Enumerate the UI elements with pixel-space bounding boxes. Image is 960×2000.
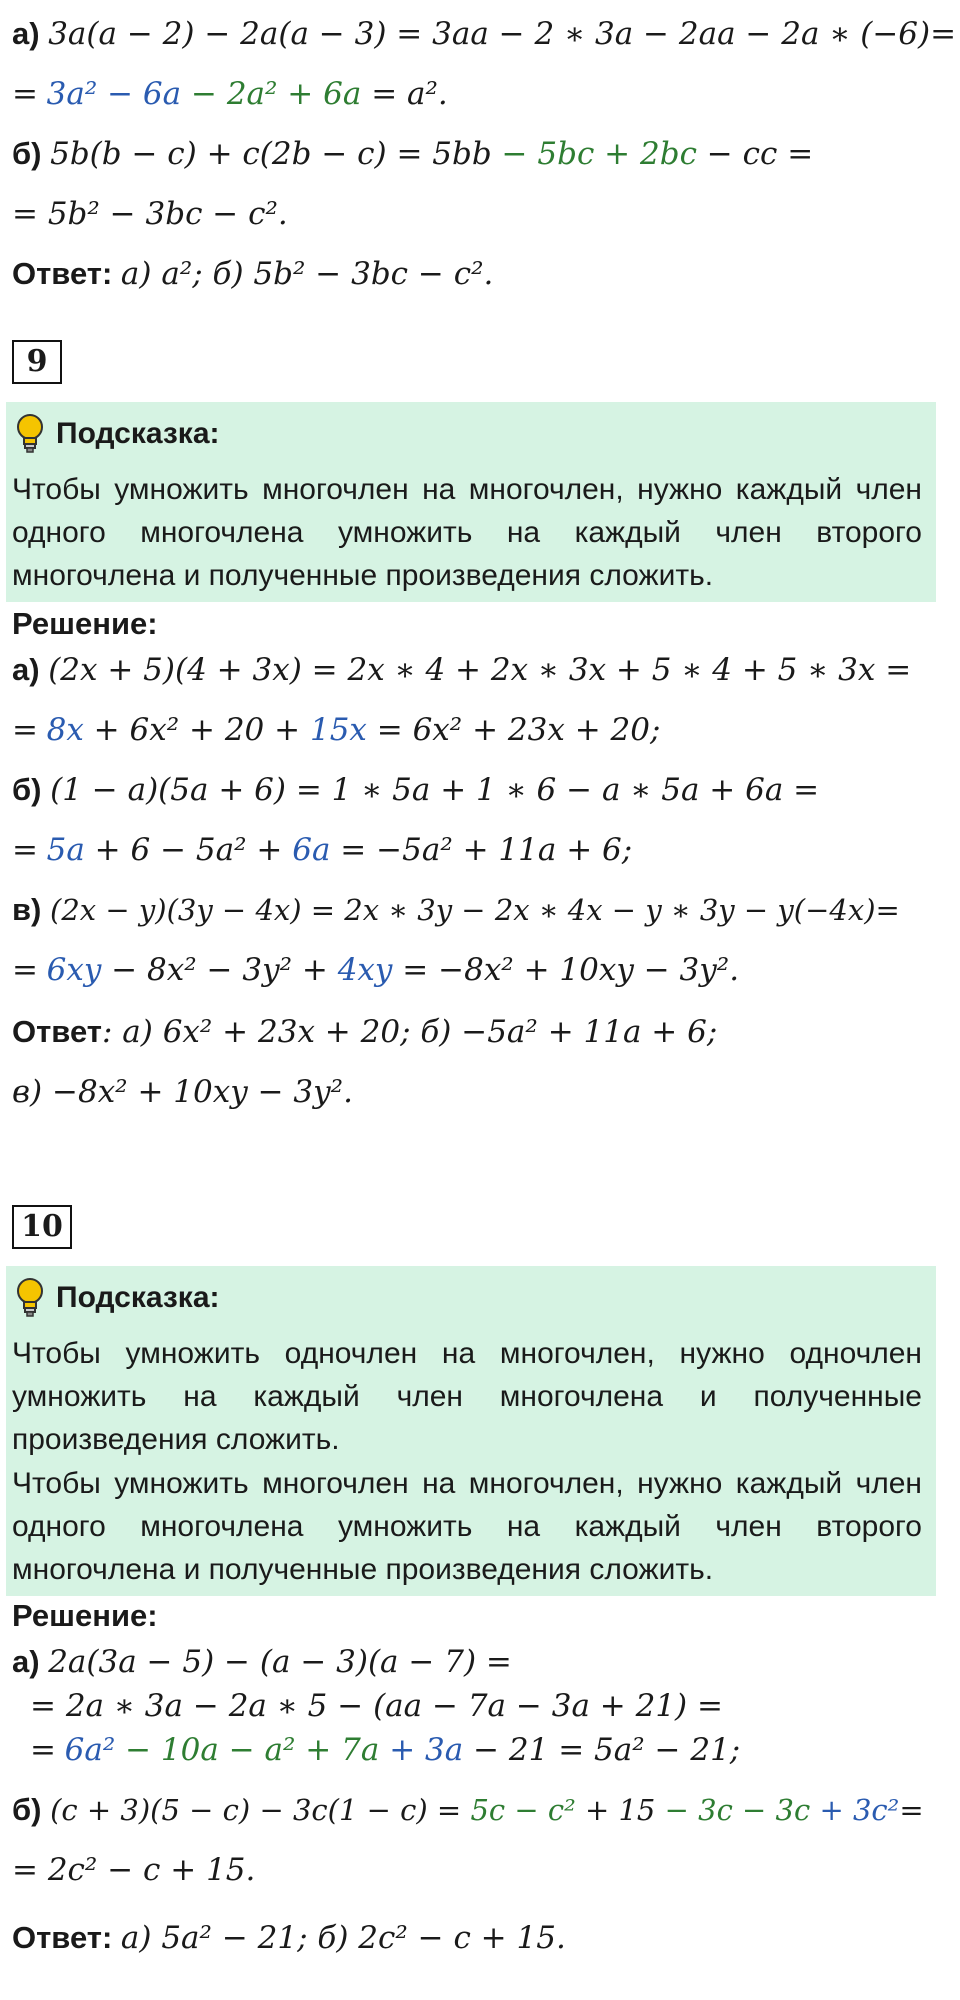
- math-expression: =: [12, 952, 38, 988]
- math-expression: = 2a ∗ 3a − 2a ∗ 5 − (aa − 7a − 3a + 21) =: [30, 1688, 723, 1724]
- math-highlight-blue: 6xy: [46, 952, 102, 988]
- math-expression: − cc =: [696, 136, 814, 172]
- answer-label: Ответ:: [12, 256, 113, 291]
- math-expression: (c + 3)(5 − c) − 3c(1 − c) =: [50, 1793, 471, 1827]
- task8-a-line2: [12, 72, 948, 116]
- part-label: а): [12, 652, 40, 687]
- math-expression: + 6x² + 20 +: [83, 712, 310, 748]
- math-expression: (2x − y)(3y − 4x) = 2x ∗ 3y − 2x ∗ 4x − y ∗ 3y − y(−4x)=: [50, 893, 900, 927]
- math-expression: = −5a² + 11a + 6;: [330, 832, 633, 868]
- math-expression: = 2c² − c + 15.: [12, 1852, 256, 1888]
- task8-b-line2: [12, 192, 948, 236]
- task8-answer: [12, 252, 948, 296]
- hint-box: [6, 402, 936, 602]
- math-expression: =: [899, 1793, 924, 1827]
- math-expression: = 5b² − 3bc − c².: [12, 196, 288, 232]
- math-highlight-green: − 10a − a² + 7a: [115, 1732, 380, 1768]
- task9-answer-line1: [12, 1010, 948, 1054]
- task10-a-line2: [30, 1684, 948, 1728]
- math-highlight-blue: 6a²: [64, 1732, 116, 1768]
- answer-text: а) 5a² − 21; б) 2c² − c + 15.: [120, 1920, 566, 1956]
- solution-label: Решение:: [12, 606, 158, 641]
- math-highlight-green: 5c − c²: [470, 1793, 576, 1827]
- task10-a-line1: [12, 1640, 948, 1684]
- math-expression: (2x + 5)(4 + 3x) = 2x ∗ 4 + 2x ∗ 3x + 5 ∗ 4 + 5 ∗ 3x =: [48, 652, 912, 688]
- solution-label: Решение:: [12, 1598, 158, 1633]
- math-highlight-green: − 3c − 3c: [664, 1793, 811, 1827]
- math-highlight-blue: 8x: [46, 712, 84, 748]
- part-label: а): [12, 16, 40, 51]
- task9-answer-line2: [12, 1070, 948, 1114]
- hint-text: Чтобы умножить многочлен на многочлен, нужно каждый член одного многочлена умножить на каждый член второго многочлена и полученные произведения сложить.: [12, 1467, 922, 1586]
- task9-c-line1: [12, 888, 948, 932]
- math-expression: 3a(a − 2) − 2a(a − 3) = 3aa − 2 ∗ 3a − 2aa − 2a ∗ (−6)=: [48, 16, 957, 52]
- part-label: б): [12, 1792, 42, 1827]
- math-highlight-green: − 2a² + 6a: [181, 76, 362, 112]
- math-expression: + 6 − 5a² +: [84, 832, 293, 868]
- math-highlight-blue: 4xy: [337, 952, 393, 988]
- answer-label: Ответ:: [12, 1920, 113, 1955]
- hint-text: Чтобы умножить одночлен на многочлен, нужно одночлен умножить на каждый член многочлена и полученные произведения сложить.: [12, 1337, 922, 1456]
- part-label: а): [12, 1644, 40, 1679]
- part-label: б): [12, 772, 42, 807]
- answer-text: в) −8x² + 10xy − 3y².: [12, 1074, 353, 1110]
- math-highlight-blue: + 3c²: [810, 1793, 900, 1827]
- math-highlight-blue: 6a: [292, 832, 331, 868]
- math-expression: + 15: [575, 1793, 665, 1827]
- task10-a-line3: [30, 1728, 948, 1772]
- math-expression: − 8x² − 3y² +: [101, 952, 338, 988]
- math-expression: (1 − a)(5a + 6) = 1 ∗ 5a + 1 ∗ 6 − a ∗ 5a + 6a =: [50, 772, 820, 808]
- task8-a-line1: [12, 12, 957, 56]
- task9-a-line2: [12, 708, 948, 752]
- hint-title: Подсказка:: [56, 1281, 220, 1314]
- math-expression: 5b(b − c) + c(2b − c) = 5bb: [50, 136, 492, 172]
- answer-label: Ответ: [12, 1014, 102, 1049]
- math-highlight-blue: 15x: [309, 712, 367, 748]
- part-label: в): [12, 892, 42, 927]
- task10-b-line1: [12, 1788, 948, 1832]
- task8-b-line1: [12, 132, 948, 176]
- math-expression: =: [12, 712, 38, 748]
- lightbulb-icon: [12, 412, 48, 456]
- task9-b-line2: [12, 828, 948, 872]
- math-highlight-green: − 5bc + 2bc: [491, 136, 697, 172]
- hint-title: Подсказка:: [56, 417, 220, 450]
- task9-c-line2: [12, 948, 948, 992]
- lightbulb-icon: [12, 1276, 48, 1320]
- math-expression: = 6x² + 23x + 20;: [366, 712, 661, 748]
- task9-b-line1: [12, 768, 948, 812]
- math-highlight-blue: + 3a: [379, 1732, 464, 1768]
- answer-text: : а) 6x² + 23x + 20; б) −5a² + 11a + 6;: [101, 1014, 718, 1050]
- math-expression: =: [12, 832, 38, 868]
- hint-text: Чтобы умножить многочлен на многочлен, нужно каждый член одного многочлена умножить на каждый член второго многочлена и полученные произведения сложить.: [12, 473, 922, 592]
- answer-text: а) a²; б) 5b² − 3bc − c².: [120, 256, 494, 292]
- math-expression: − 21 = 5a² − 21;: [463, 1732, 741, 1768]
- math-expression: =: [12, 76, 38, 112]
- math-expression: 2a(3a − 5) − (a − 3)(a − 7) =: [48, 1644, 512, 1680]
- part-label: б): [12, 136, 42, 171]
- hint-box: [6, 1266, 936, 1596]
- task9-a-line1: [12, 648, 948, 692]
- math-highlight-blue: 3a² − 6a: [46, 76, 182, 112]
- math-highlight-blue: 5a: [46, 832, 85, 868]
- math-expression: =: [30, 1732, 56, 1768]
- task-number-box: 10: [12, 1205, 72, 1249]
- task-number-box: 9: [12, 340, 62, 384]
- task10-b-line2: [12, 1848, 948, 1892]
- math-expression: = −8x² + 10xy − 3y².: [392, 952, 740, 988]
- math-expression: = a².: [361, 76, 448, 112]
- task10-answer: [12, 1916, 948, 1960]
